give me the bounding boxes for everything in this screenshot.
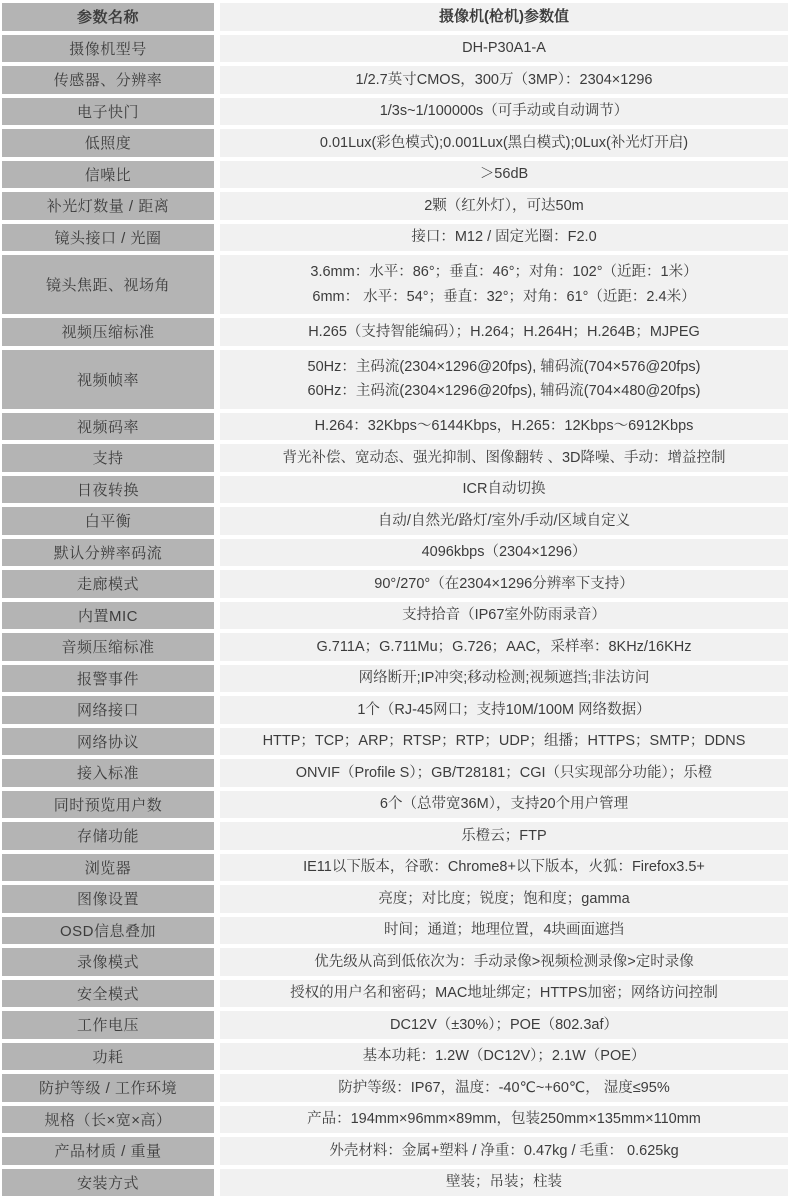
param-name-cell: 镜头焦距、视场角 bbox=[2, 255, 214, 314]
param-name-header-cell: 参数名称 bbox=[2, 3, 214, 31]
param-value-cell bbox=[220, 1169, 788, 1197]
param-value-cell bbox=[220, 1137, 788, 1165]
param-name-cell: 功耗 bbox=[2, 1043, 214, 1071]
spec-row bbox=[2, 1169, 788, 1197]
param-name-cell: 低照度 bbox=[2, 129, 214, 157]
param-name-cell: 视频码率 bbox=[2, 413, 214, 441]
param-value-cell bbox=[220, 507, 788, 535]
spec-row bbox=[2, 728, 788, 756]
spec-row bbox=[2, 161, 788, 189]
param-value-cell bbox=[220, 66, 788, 94]
param-value-line: 3.6mm：水平：86°；垂直：46°；对角：102°（近距：1米） bbox=[310, 264, 698, 280]
spec-row bbox=[2, 129, 788, 157]
spec-header-row bbox=[2, 3, 788, 31]
spec-row bbox=[2, 980, 788, 1008]
param-name-cell: 浏览器 bbox=[2, 854, 214, 882]
param-name-cell: 摄像机型号 bbox=[2, 35, 214, 63]
param-value-line: 亮度；对比度；锐度；饱和度；gamma bbox=[378, 890, 630, 907]
param-value-cell bbox=[220, 854, 788, 882]
param-value-cell bbox=[220, 129, 788, 157]
spec-row bbox=[2, 66, 788, 94]
param-value-cell bbox=[220, 602, 788, 630]
param-value-cell bbox=[220, 948, 788, 976]
param-name-cell: 工作电压 bbox=[2, 1011, 214, 1039]
spec-row bbox=[2, 507, 788, 535]
param-value-line: H.265（支持智能编码）；H.264；H.264H；H.264B；MJPEG bbox=[308, 323, 700, 340]
param-value-line: 时间；通道；地理位置，4块画面遮挡 bbox=[383, 922, 625, 938]
param-name-cell: 视频帧率 bbox=[2, 350, 214, 409]
param-name-cell: 白平衡 bbox=[2, 507, 214, 535]
param-name-cell: 存储功能 bbox=[2, 822, 214, 850]
param-name-cell: 网络接口 bbox=[2, 696, 214, 724]
spec-row bbox=[2, 539, 788, 567]
param-name-cell: 默认分辨率码流 bbox=[2, 539, 214, 567]
param-value-line: 摄像机(枪机)参数值 bbox=[439, 8, 569, 26]
param-value-line: 产品：194mm×96mm×89mm，包装250mm×135mm×110mm bbox=[307, 1111, 701, 1127]
param-value-cell bbox=[220, 696, 788, 724]
param-value-cell bbox=[220, 885, 788, 913]
spec-row bbox=[2, 350, 788, 409]
param-value-cell bbox=[220, 665, 788, 693]
spec-row bbox=[2, 224, 788, 252]
spec-row bbox=[2, 1043, 788, 1071]
spec-row bbox=[2, 822, 788, 850]
param-value-cell bbox=[220, 917, 788, 945]
param-name-cell: 安装方式 bbox=[2, 1169, 214, 1197]
param-name-cell: 补光灯数量 / 距离 bbox=[2, 192, 214, 220]
param-value-line: 0.01Lux(彩色模式);0.001Lux(黑白模式);0Lux(补光灯开启) bbox=[319, 134, 689, 151]
param-value-line: 外壳材料：金属+塑料 / 净重：0.47kg / 毛重： 0.625kg bbox=[329, 1142, 679, 1159]
param-value-line: HTTP；TCP；ARP；RTSP；RTP；UDP；组播；HTTPS；SMTP；DDNS bbox=[262, 733, 746, 749]
param-name-cell: 接入标准 bbox=[2, 759, 214, 787]
param-value-line: 乐橙云；FTP bbox=[461, 827, 547, 844]
param-name-cell: 镜头接口 / 光圈 bbox=[2, 224, 214, 252]
param-value-cell bbox=[220, 35, 788, 63]
spec-row bbox=[2, 413, 788, 441]
spec-row bbox=[2, 665, 788, 693]
param-name-cell: 信噪比 bbox=[2, 161, 214, 189]
param-value-line: 60Hz：主码流(2304×1296@20fps), 辅码流(704×480@20fps) bbox=[307, 383, 701, 399]
spec-row bbox=[2, 1074, 788, 1102]
spec-row bbox=[2, 255, 788, 314]
param-value-cell bbox=[220, 255, 788, 314]
param-name-cell: 视频压缩标准 bbox=[2, 318, 214, 346]
param-name-cell: 规格（长×宽×高） bbox=[2, 1106, 214, 1134]
param-value-line: 基本功耗：1.2W（DC12V）；2.1W（POE） bbox=[362, 1048, 646, 1064]
param-value-line: 6mm： 水平：54°；垂直：32°；对角：61°（近距：2.4米） bbox=[312, 288, 696, 305]
param-name-cell: 支持 bbox=[2, 444, 214, 472]
param-value-cell bbox=[220, 1106, 788, 1134]
param-value-line: ICR自动切换 bbox=[462, 481, 546, 497]
param-value-cell bbox=[220, 161, 788, 189]
param-value-line: 自动/自然光/路灯/室外/手动/区域自定义 bbox=[377, 512, 631, 529]
spec-row bbox=[2, 696, 788, 724]
spec-row bbox=[2, 476, 788, 504]
param-value-header-cell bbox=[220, 3, 788, 31]
param-name-cell: 走廊模式 bbox=[2, 570, 214, 598]
spec-row bbox=[2, 885, 788, 913]
param-value-line: G.711A；G.711Mu；G.726；AAC，采样率：8KHz/16KHz bbox=[316, 638, 692, 655]
param-value-cell bbox=[220, 791, 788, 819]
param-value-line: 授权的用户名和密码；MAC地址绑定；HTTPS加密；网络访问控制 bbox=[290, 985, 718, 1001]
param-value-cell bbox=[220, 318, 788, 346]
param-value-line: 优先级从高到低依次为：手动录像>视频检测录像>定时录像 bbox=[314, 953, 694, 970]
param-name-cell: 网络协议 bbox=[2, 728, 214, 756]
spec-row bbox=[2, 444, 788, 472]
param-value-cell bbox=[220, 539, 788, 567]
param-value-cell bbox=[220, 192, 788, 220]
param-value-line: 6个（总带宽36M），支持20个用户管理 bbox=[379, 796, 629, 812]
param-name-cell: 音频压缩标准 bbox=[2, 633, 214, 661]
param-value-line: 90°/270°（在2304×1296分辨率下支持） bbox=[374, 575, 634, 592]
param-value-cell bbox=[220, 759, 788, 787]
param-name-cell: 防护等级 / 工作环境 bbox=[2, 1074, 214, 1102]
param-value-line: IE11以下版本，谷歌：Chrome8+以下版本，火狐：Firefox3.5+ bbox=[303, 859, 705, 875]
param-value-line: H.264：32Kbps～6144Kbps，H.265：12Kbps～6912Kbps bbox=[314, 418, 694, 434]
spec-row bbox=[2, 917, 788, 945]
param-value-line: 网络断开;IP冲突;移动检测;视频遮挡;非法访问 bbox=[358, 670, 650, 686]
param-value-line: 接口：M12 / 固定光圈：F2.0 bbox=[411, 229, 597, 245]
param-value-cell bbox=[220, 1074, 788, 1102]
param-value-line: 50Hz：主码流(2304×1296@20fps), 辅码流(704×576@20fps) bbox=[307, 358, 701, 375]
param-value-line: DC12V（±30%）；POE（802.3af） bbox=[390, 1016, 618, 1033]
param-value-cell bbox=[220, 1011, 788, 1039]
param-value-cell bbox=[220, 822, 788, 850]
spec-row bbox=[2, 948, 788, 976]
param-value-cell bbox=[220, 980, 788, 1008]
param-value-cell bbox=[220, 224, 788, 252]
param-value-line: ONVIF（Profile S）；GB/T28181；CGI（只实现部分功能）；乐橙 bbox=[295, 764, 713, 781]
spec-row bbox=[2, 1137, 788, 1165]
spec-row bbox=[2, 570, 788, 598]
spec-row bbox=[2, 1106, 788, 1134]
param-value-line: 背光补偿、宽动态、强光抑制、图像翻转 、3D降噪、手动：增益控制 bbox=[282, 449, 726, 466]
param-name-cell: OSD信息叠加 bbox=[2, 917, 214, 945]
param-name-cell: 产品材质 / 重量 bbox=[2, 1137, 214, 1165]
spec-row bbox=[2, 759, 788, 787]
param-value-line: 支持拾音（IP67室外防雨录音） bbox=[402, 607, 606, 623]
spec-row bbox=[2, 854, 788, 882]
param-value-line: ＞56dB bbox=[479, 166, 529, 182]
spec-row bbox=[2, 318, 788, 346]
param-value-cell bbox=[220, 570, 788, 598]
param-name-cell: 内置MIC bbox=[2, 602, 214, 630]
param-value-line: DH-P30A1-A bbox=[462, 40, 546, 56]
param-value-line: 壁装；吊装；柱装 bbox=[446, 1174, 562, 1190]
param-value-line: 1个（RJ-45网口；支持10M/100M 网络数据） bbox=[357, 701, 651, 718]
param-name-cell: 日夜转换 bbox=[2, 476, 214, 504]
spec-row bbox=[2, 35, 788, 63]
param-value-cell bbox=[220, 350, 788, 409]
param-value-cell bbox=[220, 633, 788, 661]
spec-row bbox=[2, 791, 788, 819]
param-value-cell bbox=[220, 728, 788, 756]
param-value-cell bbox=[220, 444, 788, 472]
param-name-cell: 报警事件 bbox=[2, 665, 214, 693]
param-value-cell bbox=[220, 98, 788, 126]
param-name-cell: 传感器、分辨率 bbox=[2, 66, 214, 94]
param-name-cell: 电子快门 bbox=[2, 98, 214, 126]
param-value-line: 防护等级：IP67，温度：-40℃~+60℃， 湿度≤95% bbox=[338, 1079, 670, 1096]
param-name-cell: 图像设置 bbox=[2, 885, 214, 913]
param-value-line: 1/2.7英寸CMOS，300万（3MP）：2304×1296 bbox=[355, 71, 653, 88]
param-value-cell bbox=[220, 1043, 788, 1071]
param-value-line: 4096kbps（2304×1296） bbox=[421, 544, 587, 560]
spec-row bbox=[2, 633, 788, 661]
param-value-line: 2颗（红外灯），可达50m bbox=[424, 197, 584, 214]
spec-row bbox=[2, 98, 788, 126]
param-value-cell bbox=[220, 476, 788, 504]
spec-row bbox=[2, 1011, 788, 1039]
param-value-line: 1/3s~1/100000s（可手动或自动调节） bbox=[379, 103, 629, 119]
param-name-cell: 录像模式 bbox=[2, 948, 214, 976]
param-name-cell: 同时预览用户数 bbox=[2, 791, 214, 819]
spec-row bbox=[2, 192, 788, 220]
param-name-cell: 安全模式 bbox=[2, 980, 214, 1008]
param-value-cell bbox=[220, 413, 788, 441]
spec-row bbox=[2, 602, 788, 630]
